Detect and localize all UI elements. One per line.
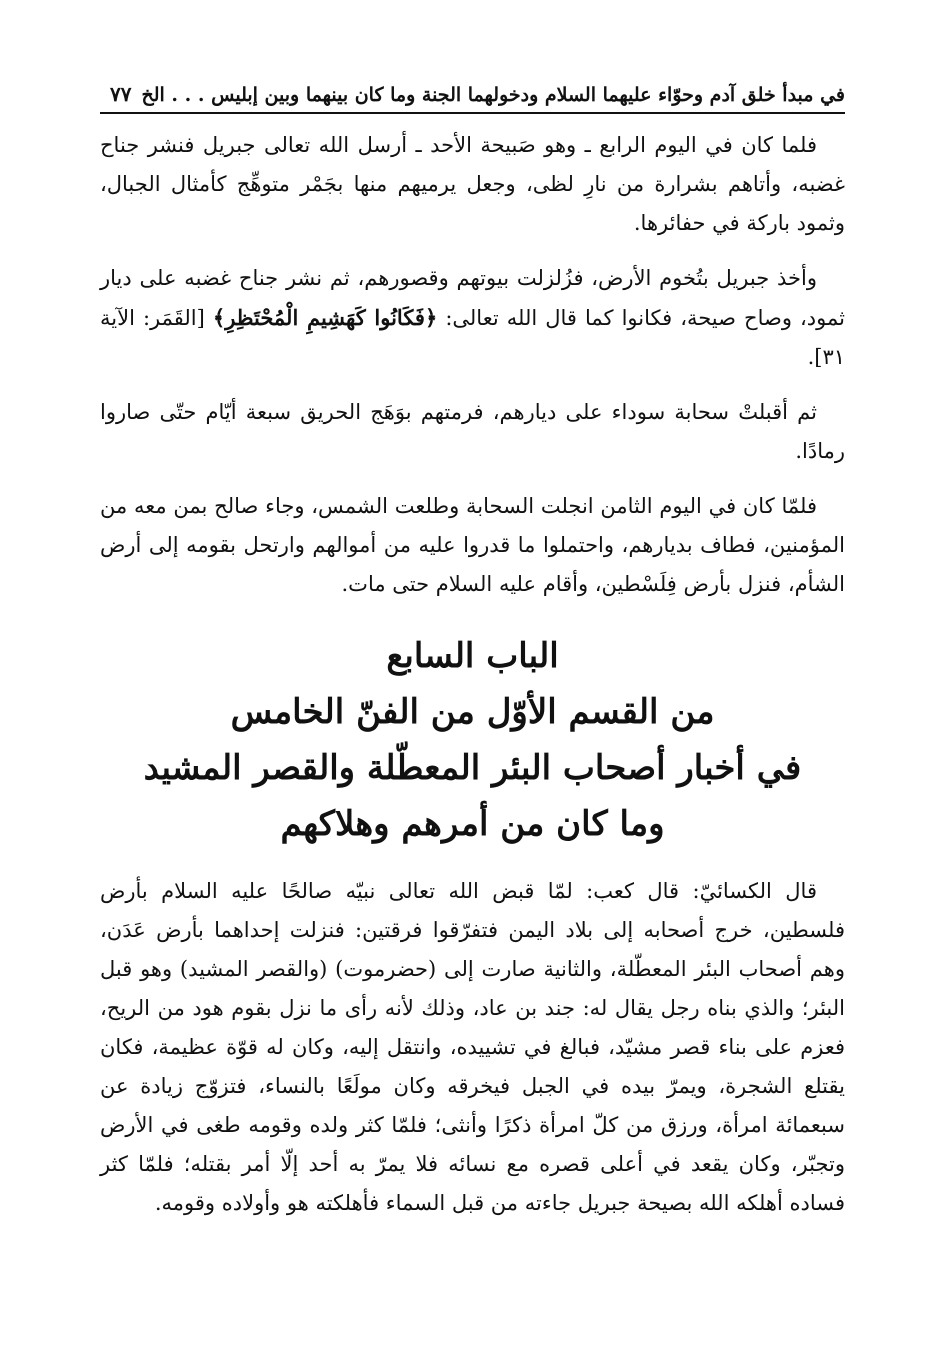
- book-page: [100, 70, 845, 1340]
- chapter-heading: [100, 628, 845, 852]
- page-number: ٧٧: [110, 82, 132, 106]
- chapter-heading-line-4: وما كان من أمرهم وهلاكهم: [280, 804, 665, 844]
- paragraph-black-cloud: ثم أقبلتْ سحابة سوداء على ديارهم، فرمتهم بوَهَج الحريق سبعة أيّام حتّى صاروا رمادًا.: [100, 400, 845, 463]
- chapter-heading-line-2: من القسم الأوّل من الفنّ الخامس: [230, 692, 715, 732]
- quran-verse: ﴿فَكَانُوا كَهَشِيمِ الْمُحْتَظِرِ﴾: [212, 305, 438, 330]
- running-header-title: في مبدأ خلق آدم وحوّاء عليهما السلام ودخولهما الجنة وما كان بينهما وبين إبليس . . . الخ: [141, 84, 845, 106]
- running-header: [100, 70, 845, 114]
- chapter-heading-line-3: في أخبار أصحاب البئر المعطّلة والقصر المشيد: [143, 748, 802, 788]
- paragraph-eighth-day: فلمّا كان في اليوم الثامن انجلت السحابة وطلعت الشمس، وجاء صالح بمن معه من المؤمنين، فطاف بديارهم، واحتملوا ما قدروا عليه من أموالهم وارتحل بقومه إلى أرض الشأم، فنزل بأرض فِلَسْطين، وأقام عليه السلام حتى مات.: [100, 494, 845, 596]
- paragraph-fourth-day: فلما كان في اليوم الرابع ـ وهو صَبيحة الأحد ـ أرسل الله تعالى جبريل فنشر جناح غضبه، وأتاهم بشرارة من نارِ لظى، وجعل يرميهم منها بجَمْر متوهِّج كأمثال الجبال، وثمود باركة في حفائرها.: [100, 133, 845, 235]
- verse-reference: [القَمَر: الآية ٣١].: [100, 306, 845, 369]
- paragraph-earthquake-text: وأخذ جبريل بتُخوم الأرض، فزُلزلت بيوتهم وقصورهم، ثم نشر جناح غضبه على ديار ثمود، وصاح صيحة، فكانوا كما قال الله تعالى:: [100, 266, 845, 330]
- chapter-heading-line-1: الباب السابع: [386, 636, 559, 676]
- paragraph-earthquake: [100, 259, 845, 377]
- paragraph-kisai-narration: قال الكسائيّ: قال كعب: لمّا قبض الله تعالى نبيّه صالحًا عليه السلام بأرض فلسطين، خرج أصحابه إلى بلاد اليمن فتفرّقوا فرقتين: فنزلت إحداهما بأرض عَدَن، وهم أصحاب البئر المعطّلة، والثانية صارت إلى (حضرموت) (والقصر المشيد) وهو قبل البئر؛ والذي بناه رجل يقال له: جند بن عاد، وذلك لأنه رأى ما نزل بقوم هود من الريح، فعزم على بناء قصر مشيّد، فبالغ في تشييده، وانتقل إليه، وكان له قوّة عظيمة، فكان يقتلع الشجرة، ويمرّ بيده في الجبل فيخرقه وكان مولَعًا بالنساء، فتزوّج زيادة عن سبعمائة امرأة، ورزق من كلّ امرأة ذكرًا وأنثى؛ فلمّا كثر ولده وقومه طغى في الأرض وتجبّر، وكان يقعد في أعلى قصره مع نسائه فلا يمرّ به أحد إلّا أمر بقتله؛ فلمّا كثر فساده أهلكه الله بصيحة جبريل جاءته من قبل السماء فأهلكته هو وأولاده وقومه.: [100, 879, 846, 1215]
